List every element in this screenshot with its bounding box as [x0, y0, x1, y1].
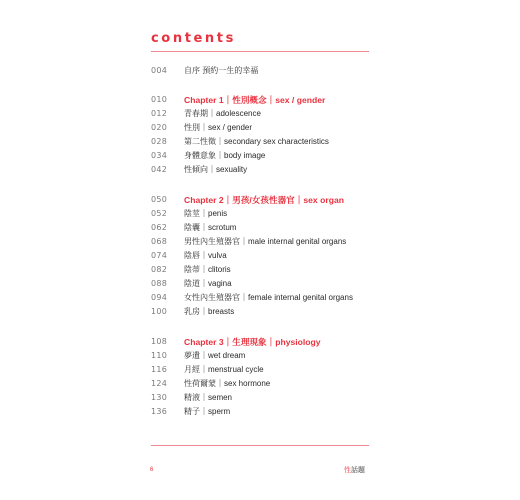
toc-entry [151, 64, 391, 78]
toc-entry-title: 精液｜semen [184, 393, 233, 402]
toc-entry [151, 391, 391, 405]
toc-entry-title: 夢遺｜wet dream [184, 351, 246, 360]
toc-page-number: 068 [151, 237, 168, 246]
chapter-title: Chapter 3｜生理現象｜physiology [184, 337, 321, 347]
toc-entry-title: 乳房｜breasts [184, 307, 235, 316]
toc-entry [151, 135, 391, 149]
toc-entry-title: 性荷爾蒙｜sex hormone [184, 379, 271, 388]
toc-page-number: 088 [151, 279, 168, 288]
toc-entry-title: 陰唇｜vulva [184, 251, 227, 260]
toc-entry-title: 精子｜sperm [184, 407, 231, 416]
toc-chapter-heading [151, 335, 391, 349]
toc-entry [151, 349, 391, 363]
toc-chapter-heading [151, 193, 391, 207]
toc-entry-title: 性傾向｜sexuality [184, 165, 248, 174]
toc-page-number: 124 [151, 379, 168, 388]
toc-entry-title: 男性內生殖器官｜male internal genital organs [184, 237, 347, 246]
toc-entry [151, 263, 391, 277]
toc-entry [151, 149, 391, 163]
toc-page-number: 108 [151, 337, 168, 346]
toc-page-number: 094 [151, 293, 168, 302]
footer-title-text: 話題 [351, 467, 365, 474]
toc-entry-title: 陰道｜vagina [184, 279, 232, 288]
toc-page-number: 052 [151, 209, 168, 218]
chapter-title: Chapter 2｜男孩/女孩性器官｜sex organ [184, 195, 344, 205]
toc-entry [151, 405, 391, 419]
toc-page-number: 136 [151, 407, 168, 416]
bottom-rule [151, 445, 369, 446]
toc-page-number: 050 [151, 195, 168, 204]
folio-page-number: 6 [150, 467, 154, 473]
toc-entry [151, 221, 391, 235]
toc-entry [151, 249, 391, 263]
chapter-title: Chapter 1｜性別概念｜sex / gender [184, 95, 326, 105]
toc-entry [151, 107, 391, 121]
toc-page-number: 116 [151, 365, 168, 374]
toc-entry [151, 121, 391, 135]
footer-title-accent: 性 [344, 467, 351, 474]
toc-page-number: 004 [151, 66, 168, 75]
toc-entry-title: 身體意象｜body image [184, 151, 266, 160]
toc-page-number: 042 [151, 165, 168, 174]
toc-entry [151, 235, 391, 249]
toc-entry-title: 陰蒂｜clitoris [184, 265, 231, 274]
toc-entry-title: 月經｜menstrual cycle [184, 365, 264, 374]
toc-entry-title: 青春期｜adolescence [184, 109, 261, 118]
toc-entry-title: 陰囊｜scrotum [184, 223, 237, 232]
toc-entry [151, 163, 391, 177]
toc-page-number: 034 [151, 151, 168, 160]
toc-page-number: 010 [151, 95, 168, 104]
toc-chapter-heading [151, 93, 391, 107]
toc-page-number: 130 [151, 393, 168, 402]
toc-page-number: 020 [151, 123, 168, 132]
top-rule [151, 51, 369, 52]
toc-page-number: 012 [151, 109, 168, 118]
toc-page-number: 110 [151, 351, 168, 360]
toc-page-number: 082 [151, 265, 168, 274]
toc-page-number: 074 [151, 251, 168, 260]
toc-entry-title: 性別｜sex / gender [184, 123, 253, 132]
contents-heading: contents [151, 31, 236, 46]
toc-entry [151, 305, 391, 319]
toc-entry [151, 277, 391, 291]
toc-entry [151, 363, 391, 377]
running-footer-title [344, 465, 365, 475]
toc-page-number: 100 [151, 307, 168, 316]
toc-entry [151, 291, 391, 305]
toc-entry-title: 第二性徵｜secondary sex characteristics [184, 137, 329, 146]
toc-entry [151, 377, 391, 391]
toc-entry [151, 207, 391, 221]
toc-entry-title: 女性內生殖器官｜female internal genital organs [184, 293, 353, 302]
toc-page-number: 062 [151, 223, 168, 232]
toc-page-number: 028 [151, 137, 168, 146]
toc-entry-title: 陰莖｜penis [184, 209, 228, 218]
toc-entry-title: 自序 預約一生的幸福 [184, 66, 259, 75]
